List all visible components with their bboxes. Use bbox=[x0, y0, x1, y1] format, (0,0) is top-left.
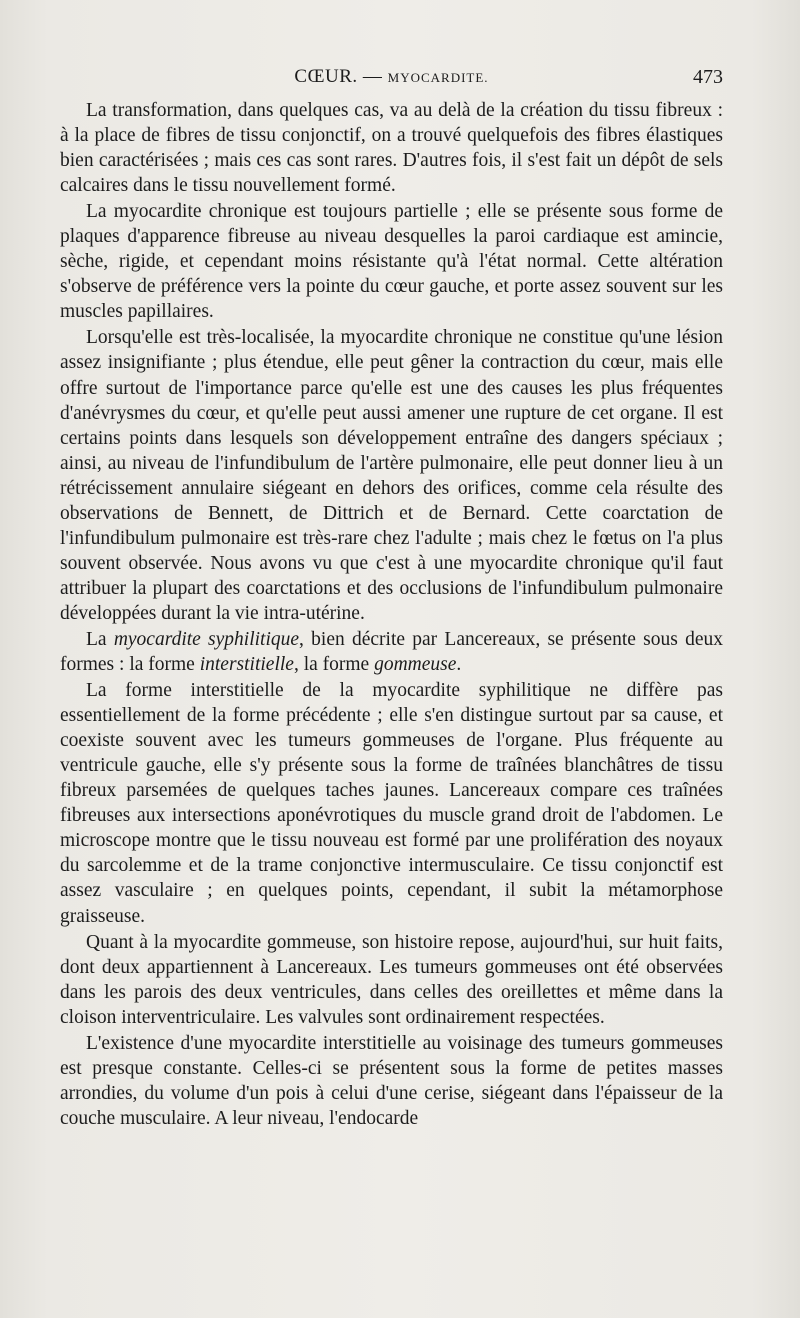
running-head bbox=[60, 66, 723, 88]
page-header bbox=[60, 64, 723, 92]
paragraph-6: Quant à la myocardite gommeuse, son histoire repose, aujourd'hui, sur huit faits, dont deux appartiennent à Lancereaux. Les tumeurs gommeuses ont été observées dans les parois des deux ventricules, dans celles des oreillettes et même dans la cloison interventriculaire. Les valvules sont ordinairement respectées. bbox=[60, 931, 723, 1028]
term-myocardite-syphilitique: myocardite syphilitique bbox=[113, 628, 300, 650]
body-text bbox=[60, 98, 723, 1132]
running-head-section: MYOCARDITE. bbox=[387, 70, 489, 85]
page-number: 473 bbox=[693, 66, 723, 88]
paragraph-4 bbox=[60, 627, 723, 677]
paragraph-2: La myocardite chronique est toujours partielle ; elle se présente sous forme de plaques d'apparence fibreuse au niveau desquelles la paroi cardiaque est amincie, sèche, rigide, et cependant moins résistante qu'à l'état normal. Cette altération s'observe de préférence vers la pointe du cœur gauche, et porte assez souvent sur les muscles papillaires. bbox=[60, 201, 723, 323]
paragraph-3: Lorsqu'elle est très-localisée, la myocardite chronique ne constitue qu'une lésion assez insignifiante ; plus étendue, elle peut gêner la contraction du cœur, mais elle offre surtout de l'importance parce qu'elle est une des causes les plus fréquentes d'anévrysmes du cœur, et qu'elle peut aussi amener une rupture de cet organe. Il est certains points dans lesquels son développement entraîne des dangers spéciaux ; ainsi, au niveau de l'infundibulum de l'artère pulmonaire, elle peut donner lieu à un rétrécissement annulaire siégeant en dehors des orifices, comme cela résulte des observations de Bennett, de Dittrich et de Bernard. Cette coarctation de l'infundibulum pulmonaire est très-rare chez l'adulte ; mais chez le fœtus on l'a plus souvent observée. Nous avons vu que c'est à une myocardite chronique qu'il faut attribuer la plupart des coarctations et des occlusions de l'infundibulum pulmonaire développées durant la vie intra-utérine. bbox=[60, 327, 723, 624]
paragraph-7: L'existence d'une myocardite interstitielle au voisinage des tumeurs gommeuses est presque constante. Celles-ci se présentent sous la forme de petites masses arrondies, du volume d'un pois à celui d'une cerise, siégeant dans l'épaisseur de la couche musculaire. A leur niveau, l'endocarde bbox=[60, 1032, 723, 1129]
running-head-main: CŒUR. bbox=[294, 66, 358, 87]
paragraph-4-pre: La bbox=[86, 628, 114, 650]
running-head-dash: — bbox=[357, 66, 388, 87]
paragraph-5: La forme interstitielle de la myocardite syphilitique ne diffère pas essentiellement de la forme précédente ; elle s'en distingue surtout par sa cause, et coexiste souvent avec les tumeurs gommeuses de l'organe. Plus fréquente au ventricule gauche, elle s'y présente sous la forme de traînées blanchâtres de tissu fibreux parsemées de quelques taches jaunes. Lancereaux compare ces traînées fibreuses aux intersections aponévrotiques du muscle grand droit de l'abdomen. Le microscope montre que le tissu nouveau est formé par une prolifération des noyaux du sarcolemme et de la trame conjonctive intermusculaire. Ce tissu conjonctif est assez vasculaire ; en quelques points, cependant, il subit la métamorphose graisseuse. bbox=[60, 680, 723, 927]
paragraph-4-mid: , bien décrite par Lancereaux, se présente sous deux formes : la forme bbox=[60, 628, 723, 676]
term-interstitielle: interstitielle bbox=[199, 654, 294, 676]
paragraph-4-mid2: , la forme bbox=[293, 654, 375, 676]
term-gommeuse: gommeuse bbox=[374, 654, 457, 676]
paragraph-4-post: . bbox=[456, 654, 462, 676]
paragraph-1: La transformation, dans quelques cas, va au delà de la création du tissu fibreux : à la place de fibres de tissu conjonctif, on a trouvé quelquefois des fibres élastiques bien caractérisées ; mais ces cas sont rares. D'autres fois, il s'est fait un dépôt de sels calcaires dans le tissu nouvellement formé. bbox=[60, 100, 723, 197]
